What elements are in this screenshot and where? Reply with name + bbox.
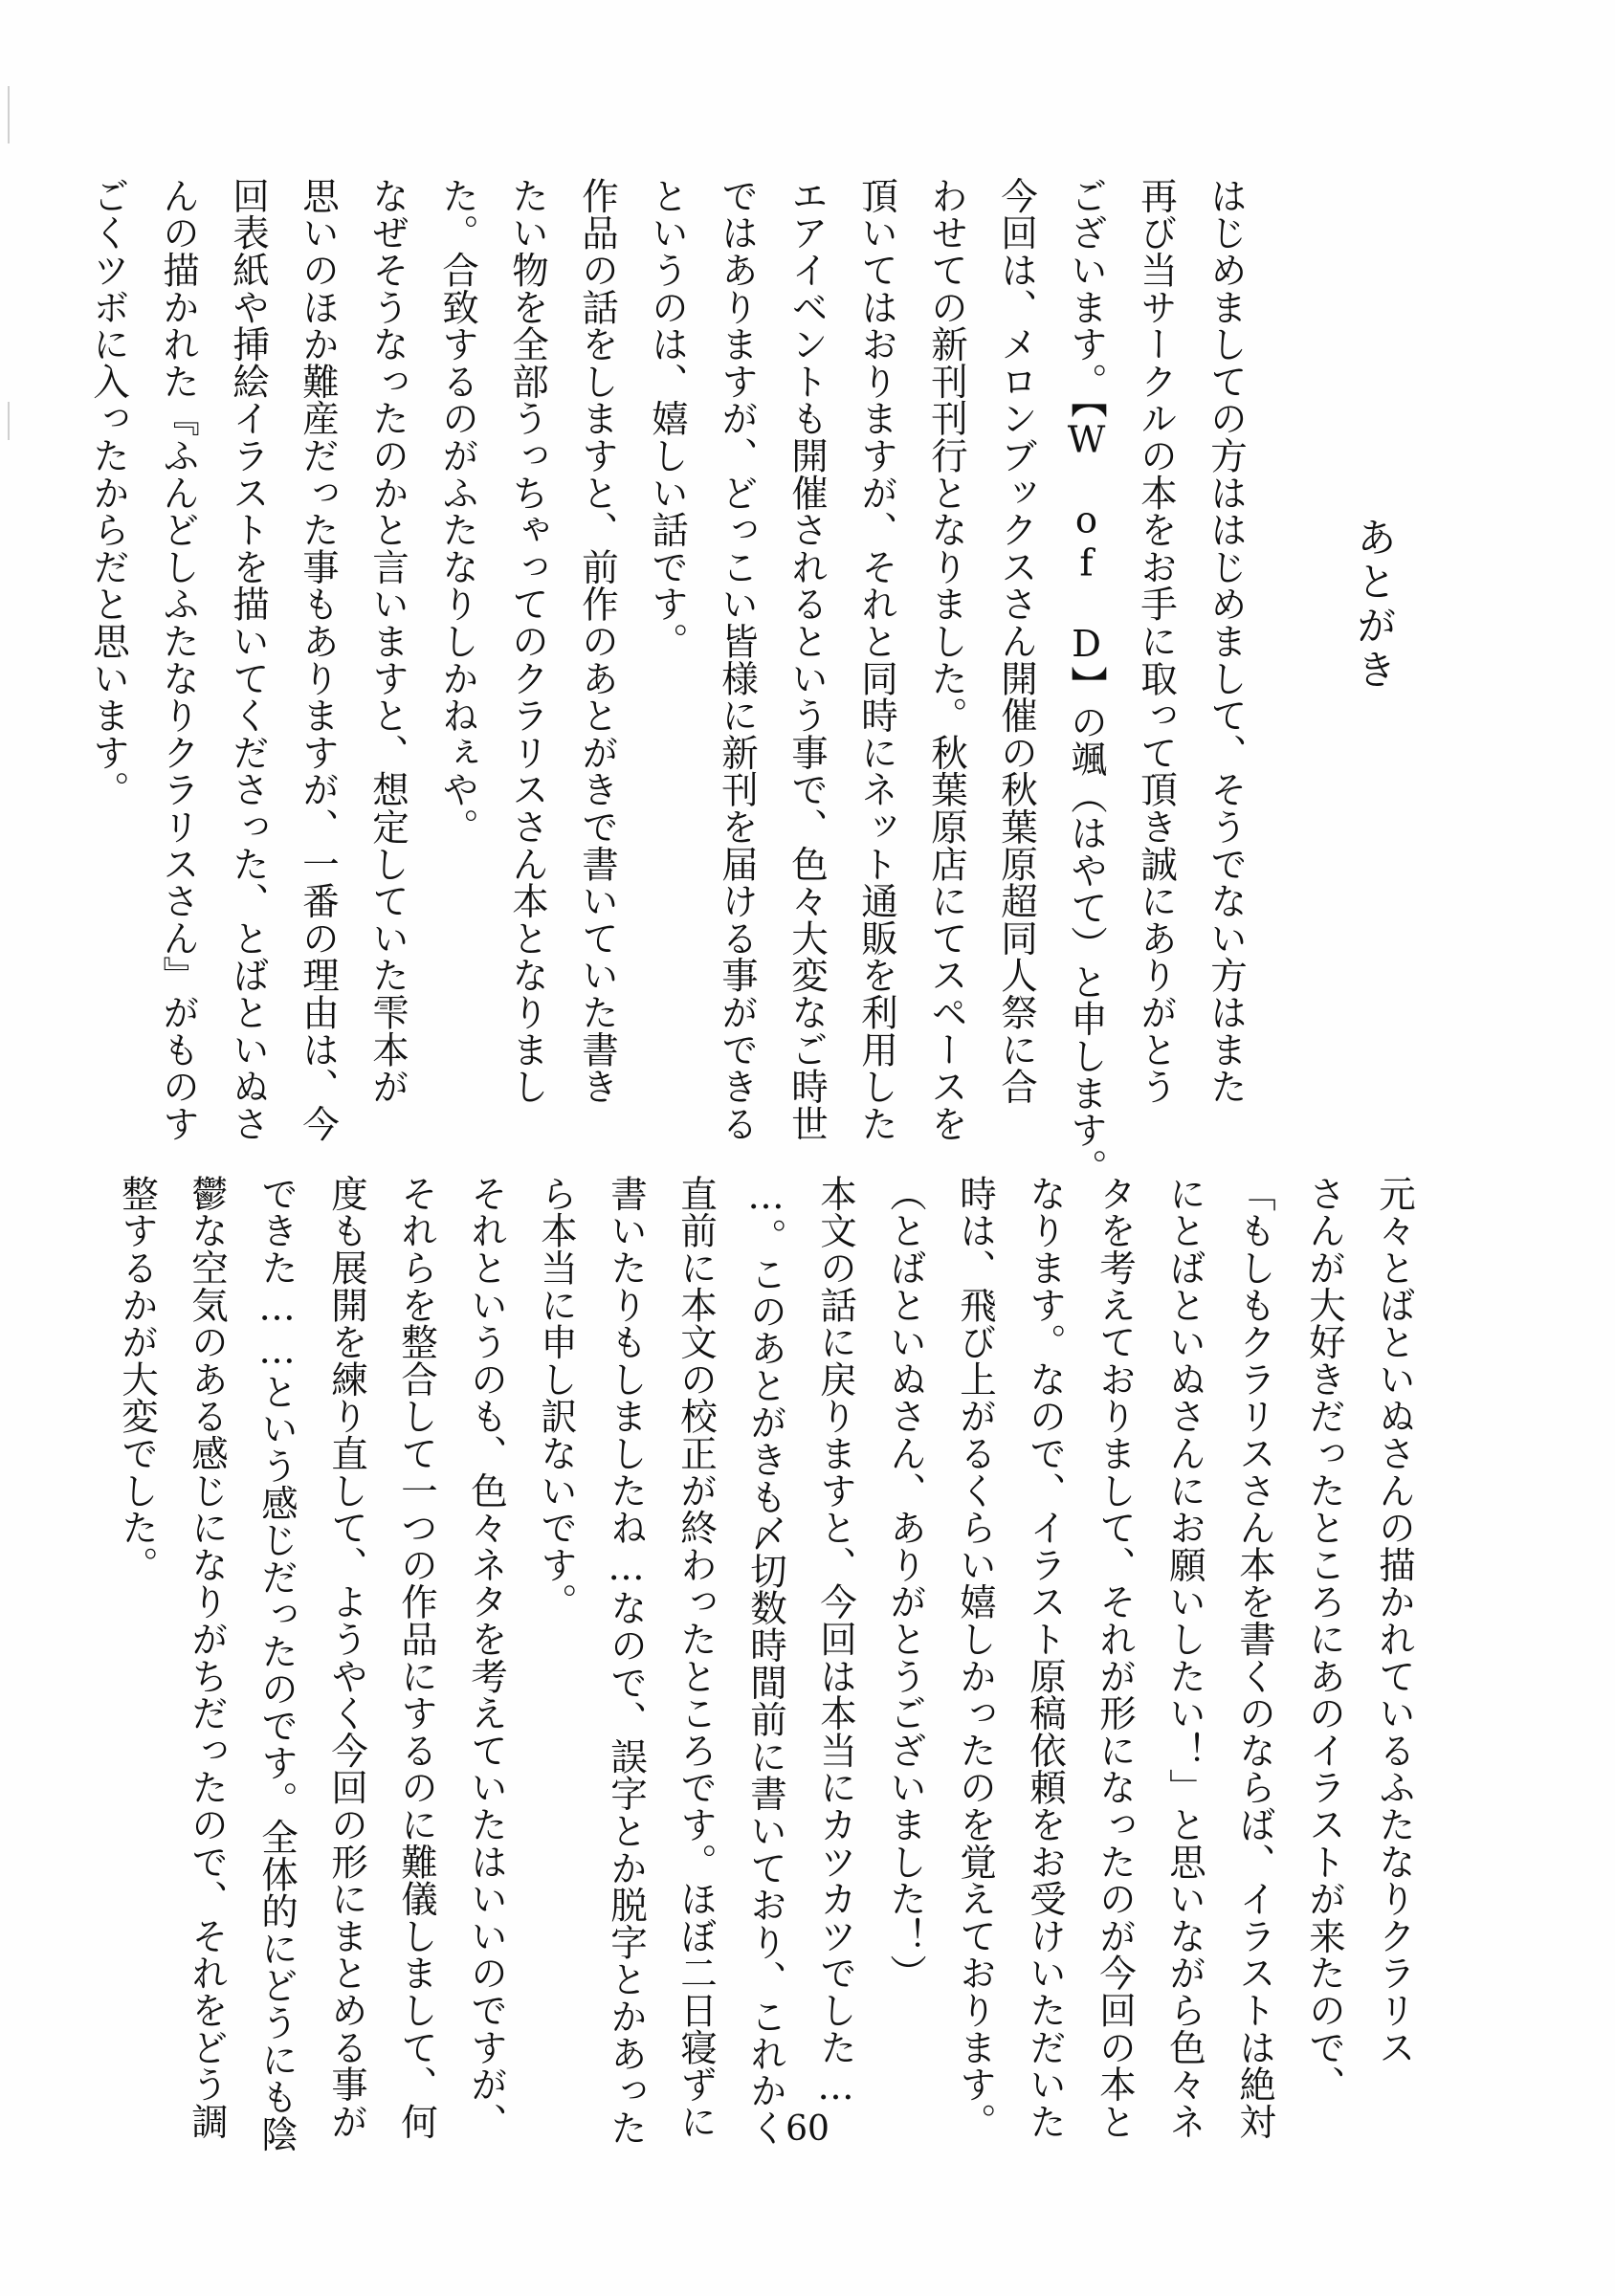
text-line: なぜそうなったのかと言いますと、想定していた雫本が xyxy=(366,177,409,1105)
scan-edge-mark xyxy=(8,402,10,440)
scan-edge-mark xyxy=(8,86,10,144)
text-line: できた……という感じだったのです。全体的にどうにも陰 xyxy=(255,1175,299,2152)
text-line: （とばといぬさん、ありがとうございました！） xyxy=(884,1175,927,1992)
text-line: さんが大好きだったところにあのイラストが来たので、 xyxy=(1303,1175,1346,2103)
text-line: それというのも、色々ネタを考えていたはいいのですが、 xyxy=(465,1175,508,2140)
text-line: 元々とばといぬさんの描かれているふたなりクラリス xyxy=(1373,1175,1416,2066)
text-line: 再び当サークルの本をお手に取って頂き誠にありがとう xyxy=(1135,177,1178,1105)
text-line: 回表紙や挿絵イラストを描いてくださった、とばといぬさ xyxy=(227,177,270,1142)
text-line: 頂いてはおりますが、それと同時にネット通販を利用した xyxy=(855,177,898,1142)
text-line: 本文の話に戻りますと、今回は本当にカツカツでした… xyxy=(814,1175,857,2109)
text-line: 作品の話をしますと、前作のあとがきで書いていた書き xyxy=(576,177,619,1105)
text-line: なります。なので、イラスト原稿依頼をお受けいただいた xyxy=(1024,1175,1067,2140)
text-line: というのは、嬉しい話です。 xyxy=(646,177,689,660)
text-line: 度も展開を練り直して、ようやく今回の形にまとめる事が xyxy=(325,1175,368,2140)
page-number: 60 xyxy=(785,2109,830,2149)
text-line: はじめましての方ははじめまして、そうでない方はまた xyxy=(1205,177,1248,1105)
text-line: 時は、飛び上がるくらい嬉しかったのを覚えております。 xyxy=(954,1175,997,2140)
text-line: 整するかが大変でした。 xyxy=(116,1175,159,1583)
text-line: タを考えておりまして、それが形になったのが今回の本と xyxy=(1094,1175,1137,2140)
text-line: んの描かれた『ふんどしふたなりクラリスさん』がものす xyxy=(157,177,200,1142)
text-line: 思いのほか難産だった事もありますが、一番の理由は、今 xyxy=(297,177,340,1142)
text-line: にとばといぬさんにお願いしたい！」と思いながら色々ネ xyxy=(1163,1175,1206,2140)
text-line: 今回は、メロンブックスさん開催の秋葉原超同人祭に合 xyxy=(995,177,1038,1105)
text-line: 直前に本文の校正が終わったところです。ほぼ二日寝ずに xyxy=(675,1175,718,2140)
text-line: た。合致するのがふたなりしかねぇや。 xyxy=(436,177,479,846)
text-line: ございます。【W of D】の颯（はやて）と申します。 xyxy=(1065,177,1108,1186)
text-line: エアイベントも開催されるという事で、色々大変なご時世 xyxy=(785,177,829,1142)
text-line: わせての新刊刊行となりました。秋葉原店にてスペースを xyxy=(925,177,968,1142)
text-line: ら本当に申し訳ないです。 xyxy=(535,1175,578,1621)
text-line: ごくツボに入ったからだと思います。 xyxy=(87,177,130,808)
text-line: 鬱な空気のある感じになりがちだったので、それをどう調 xyxy=(186,1175,229,2140)
text-line: ではありますが、どっこい皆様に新刊を届ける事ができる xyxy=(716,177,759,1142)
text-line: …。このあとがきも〆切数時間前に書いており、これかく xyxy=(744,1175,787,2147)
text-line: 書いたりもしましたね…なので、誤字とか脱字とかあった xyxy=(605,1175,648,2147)
text-line: それらを整合して一つの作品にするのに難儀しまして、何 xyxy=(395,1175,438,2140)
afterword-text-upper xyxy=(74,177,1261,1186)
text-line: たい物を全部うっちゃってのクラリスさん本となりまし xyxy=(506,177,549,1105)
afterword-title: あとがき xyxy=(1351,517,1398,693)
text-line: 「もしもクラリスさん本を書くのならば、イラストは絶対 xyxy=(1233,1175,1276,2140)
